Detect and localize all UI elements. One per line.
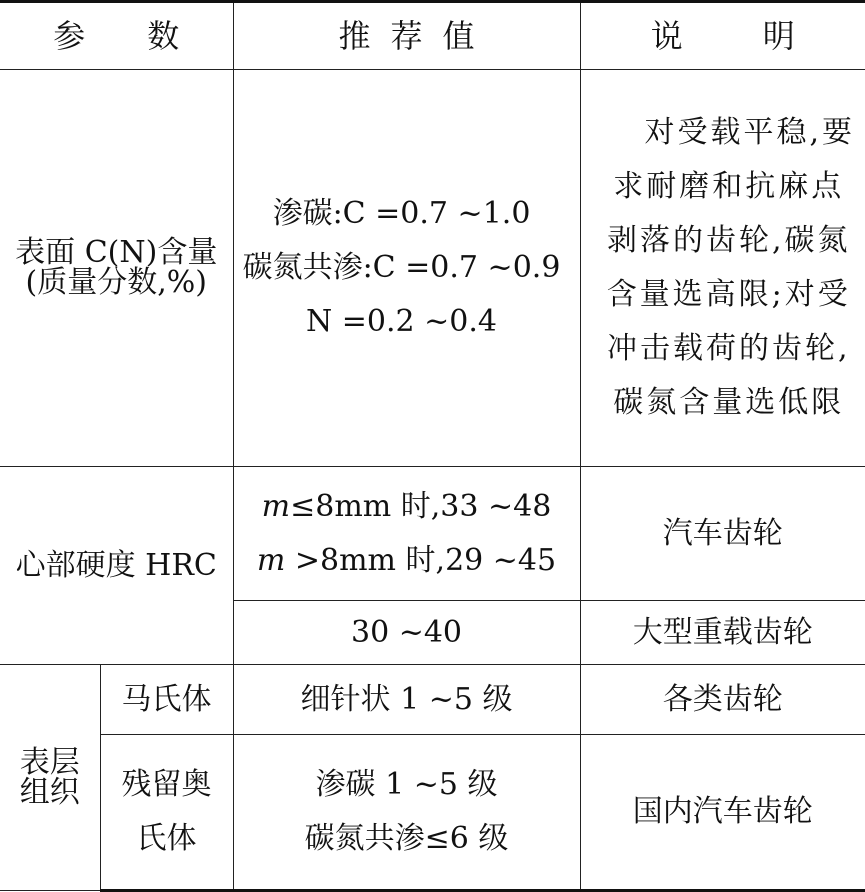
name-martensite: 马氏体 xyxy=(100,665,233,735)
note-core-hardness-auto: 汽车齿轮 xyxy=(580,467,865,601)
row-core-hardness-auto xyxy=(0,467,865,601)
param-core-hardness: 心部硬度 HRC xyxy=(0,467,233,665)
note-surface-carbon: 对受载平稳,要 求耐磨和抗麻点 剥落的齿轮,碳氮 含量选高限;对受 冲击载荷的齿轮, 碳氮含量选低限 xyxy=(580,70,865,467)
name-retained-austenite: 残留奥 氏体 xyxy=(100,735,233,891)
row-martensite xyxy=(0,665,865,735)
value-core-hardness-auto: m≤8mm 时,33 ~48 m >8mm 时,29 ~45 xyxy=(233,467,580,601)
value-martensite: 细针状 1 ~5 级 xyxy=(233,665,580,735)
row-retained-austenite xyxy=(0,735,865,891)
header-note: 说 明 xyxy=(580,2,865,70)
header-param: 参 数 xyxy=(0,2,233,70)
header-recommended: 推 荐 值 xyxy=(233,2,580,70)
value-surface-carbon: 渗碳:C =0.7 ~1.0 碳氮共渗:C =0.7 ~0.9 N =0.2 ~0.4 xyxy=(233,70,580,467)
note-core-hardness-heavy: 大型重载齿轮 xyxy=(580,601,865,665)
group-surface-structure: 表层 组织 xyxy=(0,665,100,891)
note-retained-austenite: 国内汽车齿轮 xyxy=(580,735,865,891)
row-surface-carbon xyxy=(0,70,865,467)
header-row xyxy=(0,2,865,70)
note-martensite: 各类齿轮 xyxy=(580,665,865,735)
value-core-hardness-heavy: 30 ~40 xyxy=(233,601,580,665)
value-retained-austenite: 渗碳 1 ~5 级 碳氮共渗≤6 级 xyxy=(233,735,580,891)
param-surface-carbon: 表面 C(N)含量 (质量分数,%) xyxy=(0,70,233,467)
